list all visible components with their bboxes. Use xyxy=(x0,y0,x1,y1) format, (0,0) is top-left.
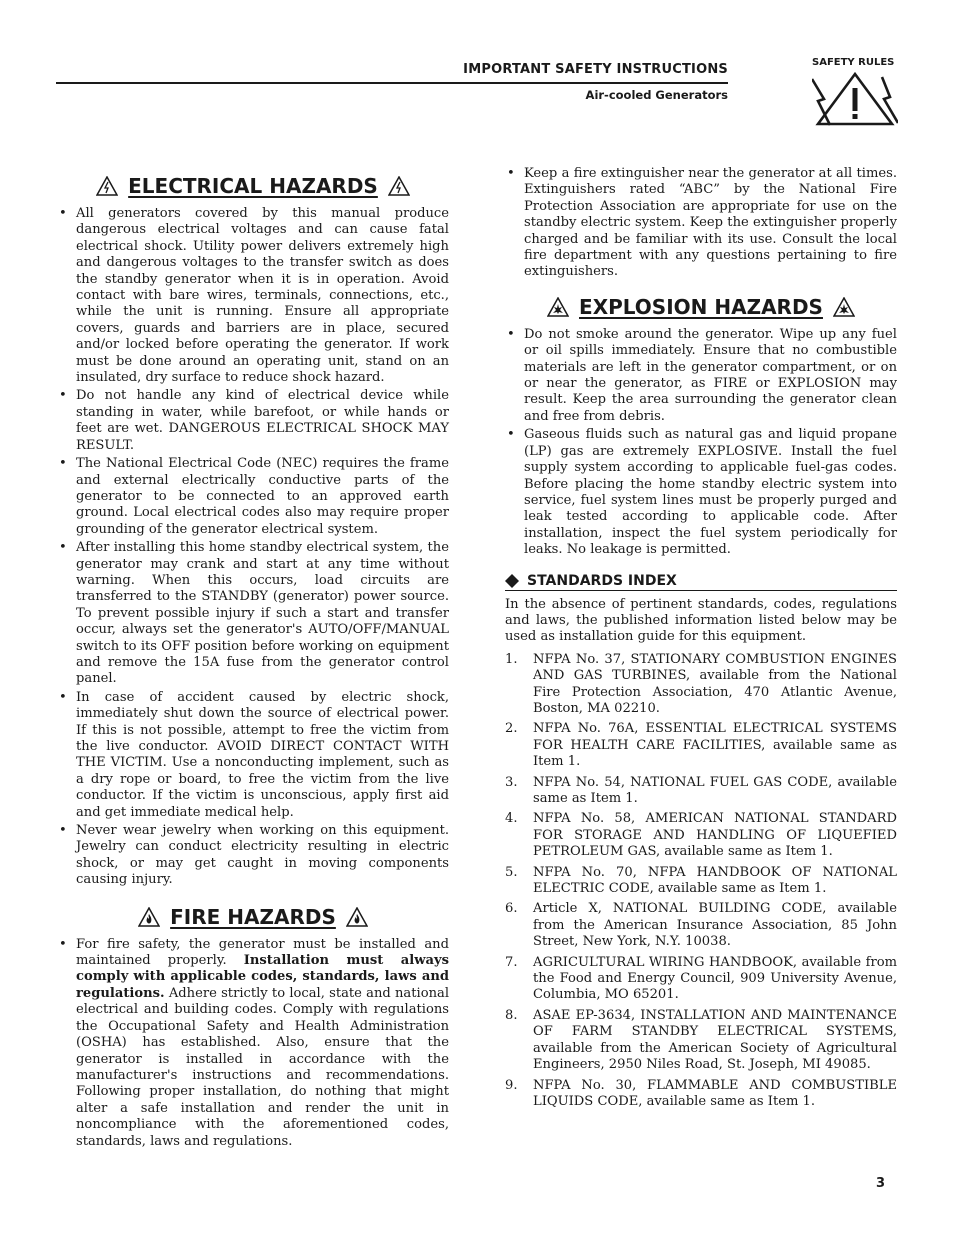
fire-warning-icon xyxy=(138,907,160,927)
standards-index-heading xyxy=(505,573,897,591)
list-item: • In case of accident caused by electric shock, immediately shut down the source of electrical power. If this is not possible, attempt to free the victim from the live conductor. AVOID DIRECT CONTACT WITH THE VICTIM. Use a nonconducting implement, such as a dry rope or board, to free the victim from the live conductor. If the victim is unconscious, apply first aid and get immediate medical help. xyxy=(57,690,449,821)
list-item xyxy=(505,865,897,898)
left-column xyxy=(57,172,449,1152)
list-item: • All generators covered by this manual produce dangerous electrical voltages and can cause fatal electrical shock. Utility power delivers extremely high and dangerous voltages to the transfer switch as does the standby generator when it is in operation. Avoid contact with bare wires, terminals, connections, etc., while the unit is running. Ensure all appropriate covers, guards and barriers are in place, secured and/or locked before operating the generator. If work must be done around an operating unit, stand on an insulated, dry surface to reduce shock hazard. xyxy=(57,206,449,386)
diamond-bullet-icon xyxy=(505,574,519,588)
header-title: IMPORTANT SAFETY INSTRUCTIONS xyxy=(463,62,728,77)
safety-rules-lightning-icon xyxy=(812,71,898,127)
electric-warning-icon xyxy=(96,176,118,196)
item-number: 1. xyxy=(505,651,518,667)
item-text: NFPA No. 37, STATIONARY COMBUSTION ENGINES AND GAS TURBINES, available from the National Fire Protection Association, 470 Atlantic Avenue, Boston, MA 02210. xyxy=(533,651,897,716)
item-text: NFPA No. 70, NFPA HANDBOOK OF NATIONAL ELECTRIC CODE, available same as Item 1. xyxy=(533,864,897,897)
electric-warning-icon xyxy=(388,176,410,196)
item-number: 6. xyxy=(505,901,518,917)
explosion-hazards-list xyxy=(505,327,897,559)
page-number: 3 xyxy=(876,1176,886,1191)
item-text: Article X, NATIONAL BUILDING CODE, available from the American Insurance Association, 85 John Street, New York, N.Y. 10038. xyxy=(533,901,897,950)
item-text: NFPA No. 54, NATIONAL FUEL GAS CODE, available same as Item 1. xyxy=(533,774,897,806)
list-item xyxy=(505,1008,897,1074)
explosion-warning-icon xyxy=(833,297,855,317)
item-text: NFPA No. 76A, ESSENTIAL ELECTRICAL SYSTEMS FOR HEALTH CARE FACILITIES, available same as Item 1. xyxy=(533,721,897,770)
electrical-hazards-list xyxy=(57,206,449,889)
fire-hazards-heading xyxy=(57,903,449,931)
item-number: 3. xyxy=(505,774,518,790)
electrical-hazards-title: ELECTRICAL HAZARDS xyxy=(128,174,378,198)
safety-rules-label: SAFETY RULES xyxy=(812,57,895,68)
list-item: • The National Electrical Code (NEC) requires the frame and external electrically conductive parts of the generator to be connected to an approved earth ground. Local electrical codes also may require proper grounding of the generator electrical system. xyxy=(57,456,449,538)
fire-hazards-list xyxy=(57,937,449,1150)
list-item: • Gaseous fluids such as natural gas and liquid propane (LP) gas are extremely EXPLOSIVE. Install the fuel supply system according to applicable fuel-gas codes. Before placing the home standby electric system into service, fuel system lines must be properly purged and leak tested according to applicable code. After installation, inspect the fuel system periodically for leaks. No leakage is permitted. xyxy=(505,427,897,558)
list-item: • Do not handle any kind of electrical device while standing in water, while barefoot, or while hands or feet are wet. DANGEROUS ELECTRICAL SHOCK MAY RESULT. xyxy=(57,388,449,454)
item-text: NFPA No. 30, FLAMMABLE AND COMBUSTIBLE LIQUIDS CODE, available same as Item 1. xyxy=(533,1077,897,1109)
list-item xyxy=(505,901,897,950)
fire-bullet-emphasis: Installation must always comply with applicable codes, standards, laws and regulations. xyxy=(76,953,449,1001)
list-item xyxy=(505,652,897,718)
standards-index-title: STANDARDS INDEX xyxy=(527,572,677,589)
fire-bullet-text: For fire safety, the generator must be installed and maintained properly. xyxy=(76,936,449,969)
right-column xyxy=(505,166,897,1114)
item-text: ASAE EP-3634, INSTALLATION AND MAINTENANCE OF FARM STANDBY ELECTRICAL SYSTEMS, available from the American Society of Agricultural Engineers, 2950 Niles Road, St. Joseph, MI 49085. xyxy=(533,1007,897,1073)
item-number: 4. xyxy=(505,811,518,827)
list-item: • Never wear jewelry when working on this equipment. Jewelry can conduct electricity resulting in electric shock, or may get caught in moving components causing injury. xyxy=(57,823,449,889)
header-rule xyxy=(56,82,728,84)
explosion-warning-icon xyxy=(547,297,569,317)
list-item xyxy=(57,937,449,1150)
list-item xyxy=(505,955,897,1004)
electrical-hazards-heading xyxy=(57,172,449,200)
item-text: NFPA No. 58, AMERICAN NATIONAL STANDARD FOR STORAGE AND HANDLING OF LIQUEFIED PETROLEUM GAS, available same as Item 1. xyxy=(533,811,897,860)
fire-bullet-text: Adhere strictly to local, state and national electrical and building codes. Comply with regulations the Occupational Safety and Health Administration (OSHA) has established. Also, ensure that the generator is installed in accordance with the manufacturer's instructions and recommendations. Following proper installation, do nothing that might alter a safe installation and render the unit in noncompliance with the aforementioned codes, standards, laws and regulations. xyxy=(76,985,450,1149)
explosion-hazards-title: EXPLOSION HAZARDS xyxy=(579,294,823,319)
list-item xyxy=(505,775,897,808)
fire-hazards-title: FIRE HAZARDS xyxy=(170,904,336,929)
list-item: • Keep a fire extinguisher near the generator at all times. Extinguishers rated “ABC” by the National Fire Protection Association are appropriate for use on the standby electric system. Keep the extinguisher properly charged and be familiar with its use. Consult the local fire department with any questions pertaining to fire extinguishers. xyxy=(505,166,897,281)
list-item: • Do not smoke around the generator. Wipe up any fuel or oil spills immediately. Ensure that no combustible materials are left in the generator compartment, or on or near the generator, as FIRE or EXPLOSION may result. Keep the area surrounding the generator clean and free from debris. xyxy=(505,327,897,425)
list-item xyxy=(505,1078,897,1111)
explosion-hazards-heading xyxy=(505,293,897,321)
header-subtitle: Air-cooled Generators xyxy=(585,88,728,102)
standards-list xyxy=(505,652,897,1111)
item-number: 9. xyxy=(505,1077,518,1093)
list-item: • After installing this home standby electrical system, the generator may crank and start at any time without warning. When this occurs, load circuits are transferred to the STANDBY (generator) power source. To prevent possible injury if such a start and transfer occur, always set the generator's AUTO/OFF/MANUAL switch to its OFF position before working on equipment and remove the 15A fuse from the generator control panel. xyxy=(57,540,449,688)
item-number: 5. xyxy=(505,864,518,880)
list-item xyxy=(505,721,897,770)
fire-warning-icon xyxy=(346,907,368,927)
item-text: AGRICULTURAL WIRING HANDBOOK, available from the Food and Energy Council, 909 University Avenue, Columbia, MO 65201. xyxy=(533,954,897,1003)
list-item xyxy=(505,811,897,860)
fire-hazards-list-continued xyxy=(505,166,897,281)
item-number: 2. xyxy=(505,721,518,737)
item-number: 8. xyxy=(505,1007,518,1023)
item-number: 7. xyxy=(505,954,518,970)
standards-intro: In the absence of pertinent standards, codes, regulations and laws, the published information listed below may be used as installation guide for this equipment. xyxy=(505,596,897,645)
